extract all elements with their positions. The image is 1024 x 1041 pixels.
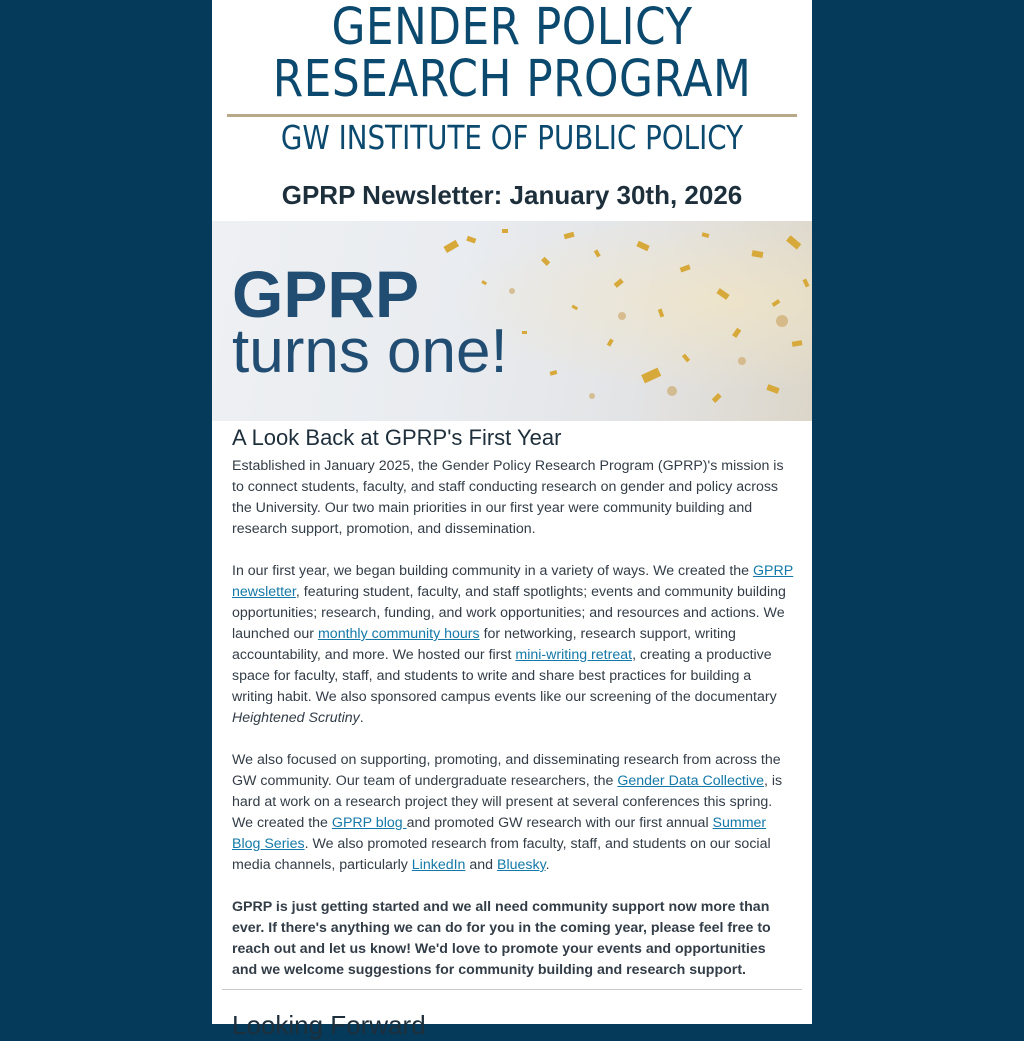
- paragraph-intro: Established in January 2025, the Gender Policy Research Program (GPRP)'s mission is to connect students, faculty, and staff conducting research on gender and policy across the University. Our two main priorities in our first year were community building and research support, promotion, and dissemination.: [232, 458, 784, 537]
- section-look-back: [232, 425, 794, 981]
- monthly-community-hours-link[interactable]: monthly community hours: [317, 626, 480, 642]
- section-heading: A Look Back at GPRP's First Year: [232, 425, 562, 450]
- gender-data-collective-link[interactable]: Gender Data Collective: [617, 773, 765, 789]
- hero-title-turns-one: turns one!: [232, 317, 508, 386]
- gprp-newsletter-link[interactable]: GPRP newsletter: [232, 563, 794, 600]
- masthead-subtitle: GW INSTITUTE OF PUBLIC POLICY: [280, 118, 744, 157]
- summer-blog-series-link[interactable]: Summer Blog Series: [232, 815, 767, 852]
- text-run: , creating a productive space for faculty, staff, and students to write and share best practices for building a writing habit. We also sponsored campus events like our screening of the documentary: [232, 647, 777, 705]
- text-run: . We also promoted research from faculty, staff, and students on our social media channels, particularly: [232, 836, 771, 873]
- masthead-line1: GENDER POLICY: [331, 0, 693, 57]
- hero-banner-image: [212, 221, 812, 421]
- text-run: In our first year, we began building community in a variety of ways. We created the: [232, 563, 753, 579]
- text-run: , featuring student, faculty, and staff spotlights; events and community building opportunities; research, funding, and work opportunities; and resources and actions. We launched our: [232, 584, 786, 642]
- next-section-heading: Looking Forward: [232, 1010, 426, 1040]
- paragraph-call-to-action: GPRP is just getting started and we all need community support now more than ever. If there's anything we can do for you in the coming year, please feel free to reach out and let us know! We'd love to promote your events and opportunities and we welcome suggestions for community building and research support.: [232, 899, 771, 978]
- text-run: and promoted GW research with our first annual: [406, 815, 713, 831]
- text-run: We also focused on supporting, promoting, and disseminating research from across the GW community. Our team of undergraduate researchers, the: [232, 752, 781, 789]
- text-run: for networking, research support, writing accountability, and more. We hosted our first: [232, 626, 736, 663]
- mini-writing-retreat-link[interactable]: mini-writing retreat: [515, 647, 633, 663]
- paragraph-community: [232, 561, 794, 729]
- gprp-blog-link[interactable]: GPRP blog: [331, 815, 407, 831]
- newsletter-title: GPRP Newsletter: January 30th, 2026: [281, 180, 743, 210]
- text-run: , is hard at work on a research project they will present at several conferences this spring. We created the: [232, 773, 783, 831]
- bluesky-link[interactable]: Bluesky: [497, 857, 546, 873]
- hero-title-gprp: GPRP: [232, 257, 420, 331]
- section-divider: [222, 989, 802, 990]
- text-run: and: [465, 857, 497, 873]
- linkedin-link[interactable]: LinkedIn: [411, 857, 466, 873]
- masthead-line2: RESEARCH PROGRAM: [272, 50, 752, 109]
- text-run: .: [359, 710, 364, 726]
- paragraph-research: [232, 750, 794, 876]
- masthead-rule: [227, 114, 797, 117]
- text-run: .: [545, 857, 550, 873]
- email-body: [212, 0, 812, 1040]
- masthead-logo[interactable]: [212, 0, 812, 156]
- documentary-title: Heightened Scrutiny: [232, 710, 360, 726]
